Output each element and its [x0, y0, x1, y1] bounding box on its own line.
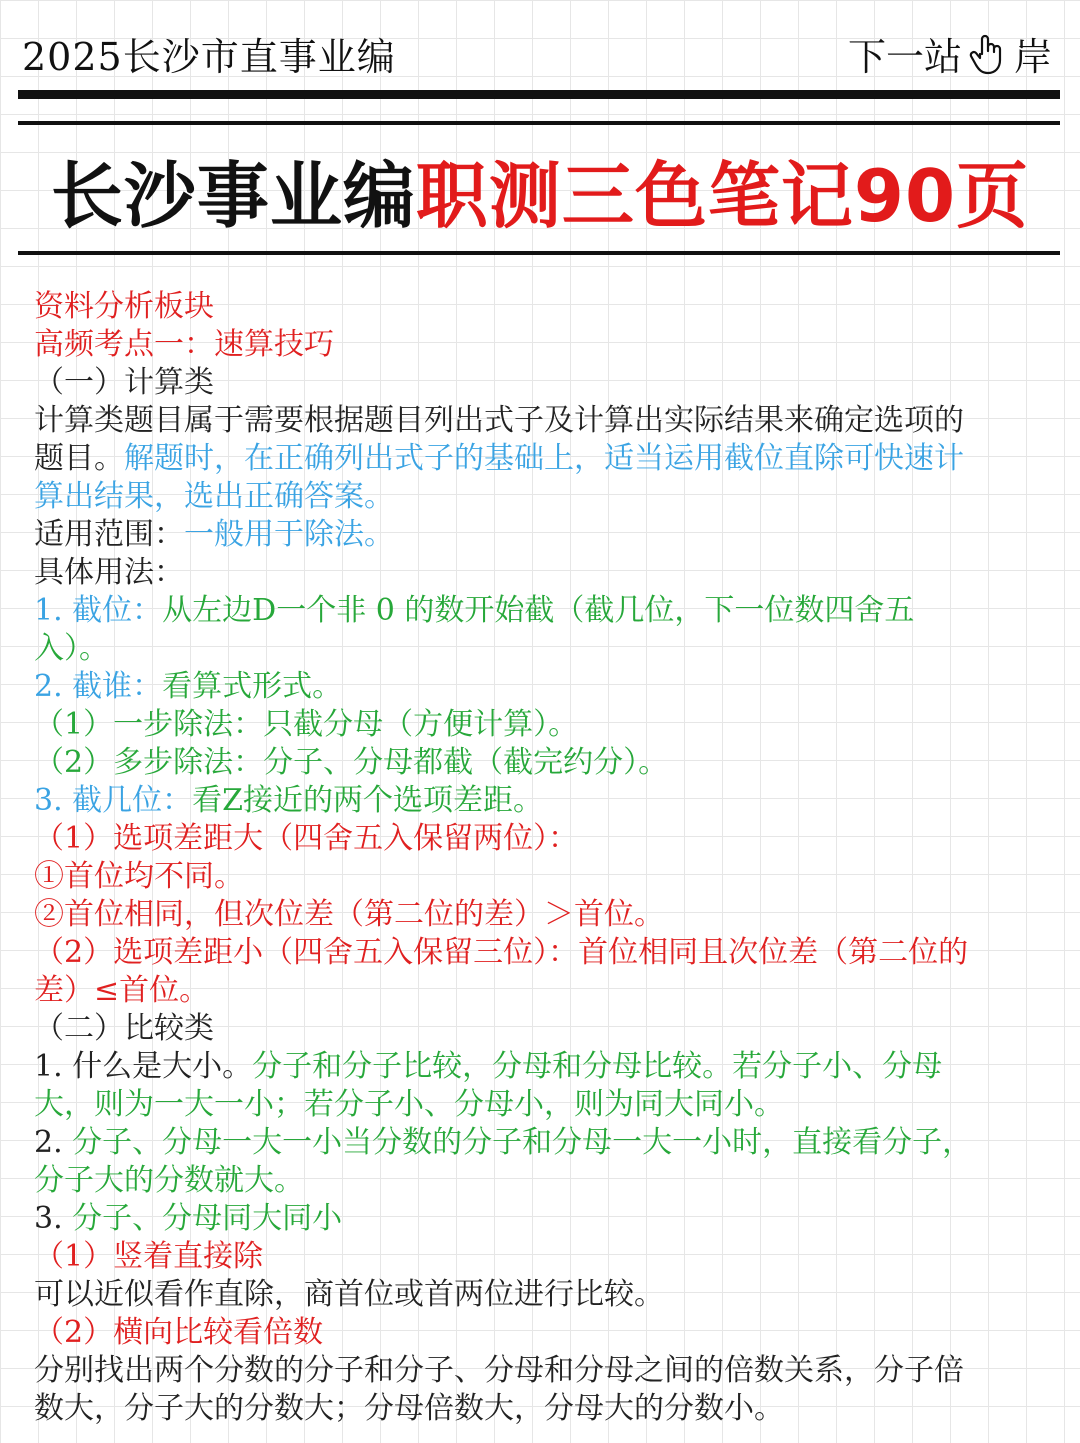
note-segment: 数大，分子大的分数大；分母倍数大，分母大的分数小。	[34, 1391, 784, 1426]
note-segment: 2. 截谁：	[34, 669, 163, 704]
note-segment: 题目。	[34, 441, 124, 476]
note-segment: （1）选项差距大（四舍五入保留两位）：	[34, 821, 579, 856]
note-segment: （二）比较类	[34, 1011, 214, 1046]
note-segment: 分子大的分数就大。	[34, 1163, 304, 1198]
note-line	[34, 744, 1044, 782]
note-line	[34, 820, 1044, 858]
top-thin-rule	[18, 121, 1060, 125]
note-line	[34, 326, 1044, 364]
note-segment: 资料分析板块	[34, 289, 214, 324]
note-line	[34, 402, 1044, 440]
note-segment: 从左边D一个非 0 的数开始截（截几位，下一位数四舍五	[162, 593, 915, 628]
note-line	[34, 782, 1044, 820]
title-bottom-rule	[18, 251, 1060, 255]
note-segment: （2）多步除法：分子、分母都截（截完约分）。	[34, 745, 669, 780]
note-line	[34, 1162, 1044, 1200]
note-line	[34, 858, 1044, 896]
note-segment: 分子和分子比较，分母和分母比较。若分子小、分母	[252, 1049, 943, 1084]
note-line	[34, 1390, 1044, 1428]
note-line	[34, 364, 1044, 402]
brand-text-b: 岸	[1013, 35, 1052, 79]
note-segment: 可以近似看作直除，商首位或首两位进行比较。	[34, 1277, 664, 1312]
note-segment: 2.	[34, 1125, 73, 1160]
note-segment: 算出结果，选出正确答案。	[34, 479, 394, 514]
note-segment: 差）≤首位。	[34, 973, 210, 1008]
note-segment: 1. 截位：	[34, 593, 163, 628]
note-segment: ②首位相同，但次位差（第二位的差）＞首位。	[34, 897, 664, 932]
note-line	[34, 934, 1044, 972]
note-line	[34, 1352, 1044, 1390]
note-line	[34, 440, 1044, 478]
page-title	[0, 138, 1080, 242]
title-black-part: 长沙事业编	[50, 154, 416, 238]
note-segment: 看算式形式。	[162, 669, 343, 704]
brand-text-a: 下一站	[847, 35, 962, 79]
note-line	[34, 554, 1044, 592]
note-segment: （1）一步除法：只截分母（方便计算）。	[34, 707, 579, 742]
note-segment: 计算类题目属于需要根据题目列出式子及计算出实际结果来确定选项的	[34, 403, 964, 438]
note-segment: 分子、分母一大一小当分数的分子和分母一大一小时，直接看分子，	[72, 1125, 973, 1160]
note-segment: （1）竖着直接除	[34, 1239, 264, 1274]
note-line	[34, 1048, 1044, 1086]
note-line	[34, 1086, 1044, 1124]
note-segment: 3. 截几位：	[34, 783, 193, 818]
note-line	[34, 706, 1044, 744]
header-right-brand	[848, 26, 1052, 81]
note-segment: （2）横向比较看倍数	[34, 1315, 324, 1350]
header-left-title: 2025长沙市直事业编	[22, 35, 396, 79]
note-line	[34, 896, 1044, 934]
note-line	[34, 668, 1044, 706]
note-segment: ①首位均不同。	[34, 859, 244, 894]
note-segment: 看Z接近的两个选项差距。	[192, 783, 544, 818]
note-segment: 入）。	[34, 631, 109, 666]
note-line	[34, 1314, 1044, 1352]
note-line	[34, 1276, 1044, 1314]
note-line	[34, 1010, 1044, 1048]
note-line	[34, 630, 1044, 668]
pointing-hand-icon	[968, 32, 1008, 76]
note-segment: 1. 什么是大小。	[34, 1049, 253, 1084]
note-segment: 高频考点一：速算技巧	[34, 327, 334, 362]
note-line	[34, 1238, 1044, 1276]
note-line	[34, 288, 1044, 326]
note-segment: 一般用于除法。	[184, 517, 394, 552]
top-thick-rule	[18, 90, 1060, 99]
note-line	[34, 478, 1044, 516]
note-line	[34, 972, 1044, 1010]
title-red-part: 职测三色笔记90页	[415, 154, 1030, 238]
note-segment: 3.	[34, 1201, 73, 1236]
note-segment: 大，则为一大一小；若分子小、分母小，则为同大同小。	[34, 1087, 784, 1122]
note-segment: 解题时，在正确列出式子的基础上，适当运用截位直除可快速计	[124, 441, 964, 476]
note-line	[34, 592, 1044, 630]
note-segment: 适用范围：	[34, 517, 184, 552]
note-segment: 具体用法：	[34, 555, 184, 590]
note-line	[34, 1124, 1044, 1162]
note-segment: （一）计算类	[34, 365, 214, 400]
note-line	[34, 1200, 1044, 1238]
note-segment: 分子、分母同大同小	[72, 1201, 343, 1236]
note-line	[34, 516, 1044, 554]
notes-content	[34, 288, 1044, 1428]
note-segment: 分别找出两个分数的分子和分子、分母和分母之间的倍数关系，分子倍	[34, 1353, 964, 1388]
note-segment: （2）选项差距小（四舍五入保留三位）：首位相同且次位差（第二位的	[34, 935, 969, 970]
